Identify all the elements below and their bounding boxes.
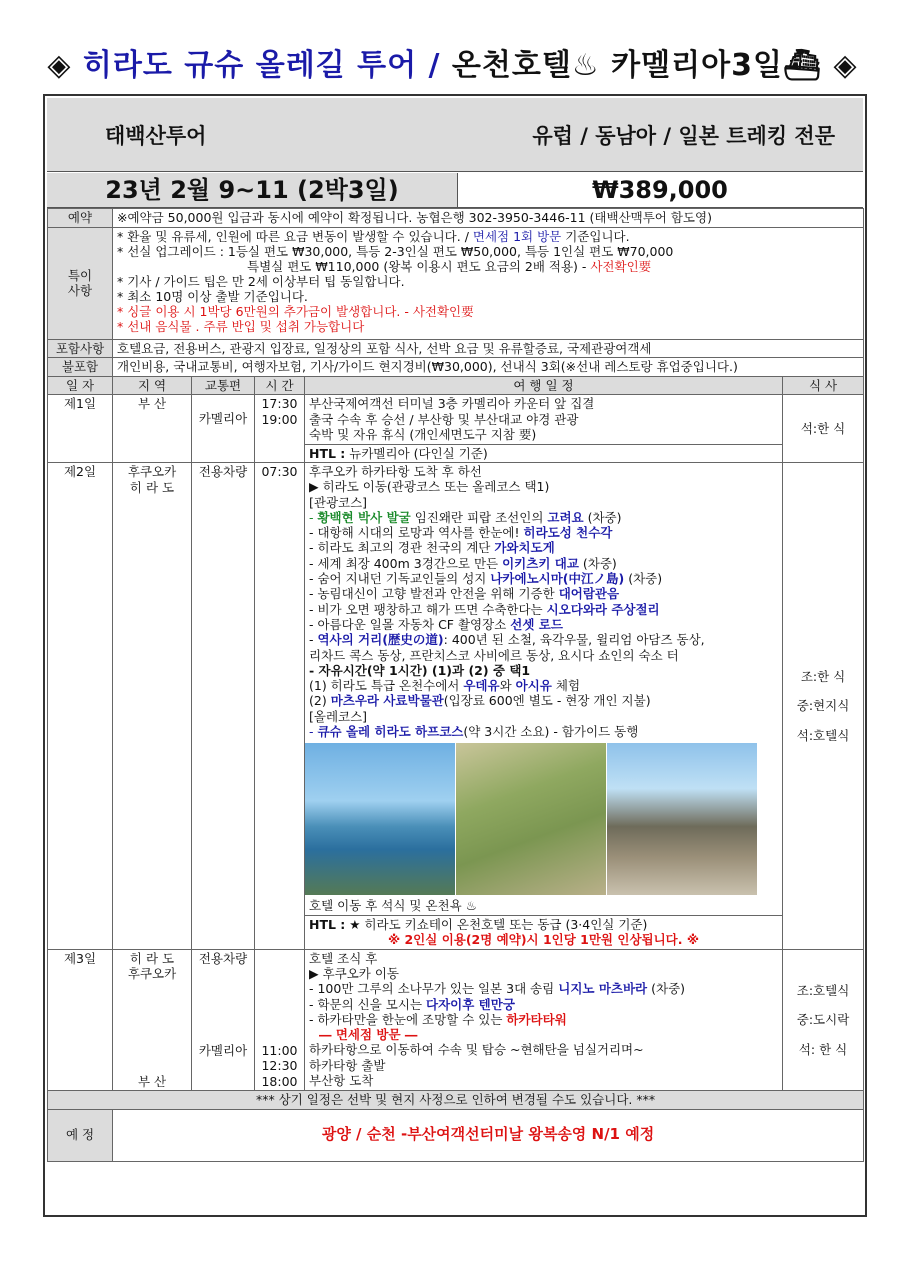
temple-photo	[607, 743, 757, 895]
o1c: (약 3시간 소요) - 함가이드 동행	[463, 724, 639, 740]
day3-meals	[783, 949, 864, 1091]
included-row	[48, 339, 864, 358]
day2-hotel-line	[309, 917, 778, 933]
day3-meal-2: 중:도시락	[796, 1012, 850, 1028]
reservation-text: ※예약금 50,000원 입금과 동시에 예약이 확정됩니다. 농협은행 302-3950-3446-11 (태백산맥투어 함도영)	[113, 209, 864, 228]
day2-free-time: - 자유시간(약 1시간) (1)과 (2) 중 택1	[309, 662, 531, 678]
col-meal: 식 사	[783, 376, 864, 395]
day3-step-1: 호텔 조식 후	[309, 950, 378, 966]
plan-row	[48, 1109, 864, 1161]
col-day: 일 자	[48, 376, 113, 395]
day3-step-5: 부산항 도착	[309, 1073, 374, 1089]
day1-step-2: 출국 수속 후 승선 / 부산항 및 부산대교 야경 관광	[309, 411, 579, 427]
day1-label: 제1일	[48, 395, 113, 463]
diamond-left-icon: ◈	[47, 48, 72, 83]
day3-time-3: 18:00	[261, 1073, 298, 1089]
day2-region-2: 히 라 도	[129, 479, 175, 495]
c9c: : 400년 된 소철, 육각우물, 윌리엄 아담즈 동상,	[443, 632, 705, 648]
c4b: 이키츠키 대교	[502, 555, 579, 571]
day2-hotel-name: ★ 히라도 키쇼테이 온천호텔 또는 동급 (3·4인실 기준)	[345, 916, 648, 932]
excluded-label: 불포함	[48, 358, 113, 377]
c12b: 우데유	[463, 678, 500, 694]
day2-step-2: ▶ 히라도 이동(관광코스 또는 올레코스 택1)	[309, 479, 550, 495]
date-price-row	[47, 173, 863, 207]
day3-region	[113, 949, 192, 1091]
c2a: - 대항해 시대의 로망과 역사를 한눈에!	[309, 525, 524, 541]
day1-time-1: 17:30	[261, 396, 298, 411]
c8b: 선셋 로드	[510, 616, 563, 632]
c5a: - 숨어 지내던 기독교인들의 성지	[309, 571, 491, 587]
day3-step-2: ▶ 후쿠오카 이동	[309, 965, 400, 981]
day2-time: 07:30	[255, 463, 305, 950]
title-route: 히라도 규슈 올레길 투어 /	[82, 48, 441, 83]
day3-step-3: 하카타항으로 이동하여 수속 및 탑승 ~현해탄을 넘실거리며~	[309, 1042, 644, 1058]
day2-course-9	[309, 632, 778, 647]
ship-icon: ⛴	[782, 48, 823, 83]
day2-hotel-note: ※ 2인실 이용(2명 예약)시 1인당 1만원 인상됩니다. ※	[387, 932, 699, 948]
note-minimum: * 최소 10명 이상 출발 기준입니다.	[117, 288, 308, 304]
c4c: (차중)	[578, 555, 617, 571]
day1-times	[255, 395, 305, 463]
day2-step-1: 후쿠오카 하카타항 도착 후 하선	[309, 464, 482, 479]
d3c1a: - 100만 그루의 소나무가 있는 일본 3대 송림	[309, 981, 559, 997]
day2-course-8	[309, 617, 778, 632]
c13a: (2)	[309, 693, 331, 709]
d3c3a: - 하카타만을 한눈에 조망할 수 있는	[309, 1011, 507, 1027]
day3-region-2: 후쿠오카	[127, 966, 177, 982]
day2-meal-3: 석:호텔식	[796, 727, 850, 743]
c1c: 임진왜란 피랍 조선인의	[410, 509, 548, 525]
c6a: - 농림대신이 고향 발전과 안전을 위해 기증한	[309, 586, 559, 602]
col-time: 시 간	[255, 376, 305, 395]
day1-meal: 석:한 식	[783, 395, 864, 463]
note-food: * 선내 음식물 . 주류 반입 및 섭취 가능합니다	[117, 318, 365, 334]
itinerary-table	[47, 208, 864, 1162]
note-upgrade-confirm: 사전확인要	[590, 258, 652, 274]
c12a: (1) 히라도 특급 온천수에서	[309, 678, 464, 694]
notes-content	[113, 227, 864, 339]
c6b: 대어람관음	[558, 586, 620, 602]
c1e: (차중)	[583, 509, 622, 525]
notes-row	[48, 227, 864, 339]
c1b: 황백현 박사 발굴	[317, 509, 411, 525]
day2-after: 호텔 이동 후 석식 및 온천욕 ♨	[309, 898, 477, 914]
day3-course-2	[309, 997, 778, 1012]
o1a: -	[309, 724, 318, 740]
photo-strip	[305, 743, 778, 895]
c12e: 체험	[551, 678, 581, 694]
day1-hotel-label: HTL :	[309, 445, 346, 461]
day2-course-7	[309, 602, 778, 617]
page-title	[0, 40, 905, 84]
day2-sightseeing-title: [관광코스]	[309, 494, 368, 510]
trail-photo	[456, 743, 606, 895]
day1-transport	[192, 395, 255, 463]
day3-time-1: 11:00	[261, 1042, 298, 1058]
header-bar	[47, 98, 863, 172]
day2-course-5	[309, 571, 778, 586]
c13b: 마츠우라 사료박물관	[330, 693, 444, 709]
c3b: 가와치도게	[494, 540, 555, 556]
day2-course-3	[309, 540, 778, 555]
excluded-text: 개인비용, 국내교통비, 여행자보험, 기사/가이드 현지경비(₩30,000), 선내식 3회(※선내 레스토랑 휴업중입니다.)	[113, 358, 864, 377]
day3-course-1	[309, 981, 778, 996]
c9a: -	[309, 632, 318, 648]
note-upgrade: * 선실 업그레이드 : 1등실 편도 ₩30,000, 특등 2-3인실 편도 ₩50,000, 특등 1인실 편도 ₩70,000	[117, 243, 674, 259]
tour-date: 23년 2월 9~11 (2박3일)	[47, 173, 458, 208]
day1-time-2: 19:00	[261, 411, 298, 427]
day3-row	[48, 949, 864, 1091]
day2-course-6	[309, 586, 778, 601]
title-hotel: 온천호텔♨ 카멜리아3일	[451, 48, 783, 83]
day1-hotel	[305, 444, 783, 463]
footer-note-row	[48, 1091, 864, 1110]
day2-olle-course	[309, 724, 778, 739]
day2-meal-2: 중:현지식	[796, 698, 850, 714]
day3-dutyfree: ― 면세점 방문 ―	[319, 1027, 418, 1043]
day3-region-1: 히 라 도	[129, 950, 175, 966]
c8a: - 아름다운 일몰 자동차 CF 촬영장소	[309, 616, 511, 632]
day3-transport	[192, 949, 255, 1091]
o1b: 큐슈 올레 히라도 하프코스	[317, 724, 464, 740]
day1-step-3: 숙박 및 자유 휴식 (개인세면도구 지참 要)	[309, 427, 537, 442]
note-exchange-text: * 환율 및 유류세, 인원에 따른 요금 변동이 발생할 수 있습니다. /	[117, 228, 473, 244]
company-name: 태백산투어	[105, 124, 207, 148]
included-label: 포함사항	[48, 339, 113, 358]
day2-hotel-label: HTL :	[309, 916, 346, 932]
day2-course-2	[309, 525, 778, 540]
c13c: (입장료 600엔 별도 - 현장 개인 지불)	[443, 693, 651, 709]
day2-hotel	[305, 915, 783, 949]
day3-transport-2: 카멜리아	[198, 1043, 248, 1059]
day1-row	[48, 395, 864, 445]
specialty-text: 유럽 / 동남아 / 일본 트레킹 전문	[532, 124, 835, 148]
plan-label: 예 정	[48, 1109, 113, 1161]
day3-label: 제3일	[48, 949, 113, 1091]
day3-meal-3: 석: 한 식	[798, 1041, 848, 1057]
c2b: 히라도성 천수각	[523, 525, 613, 541]
c12c: 와	[499, 678, 516, 694]
c9b: 역사의 거리(歴史の道)	[317, 632, 444, 648]
column-header-row	[48, 376, 864, 395]
tour-price: ₩389,000	[457, 173, 863, 208]
day3-meal-1: 조:호텔식	[796, 982, 850, 998]
day3-course-3	[309, 1012, 778, 1027]
footer-note: *** 상기 일정은 선박 및 현지 사정으로 인하여 변경될 수도 있습니다. ***	[48, 1091, 864, 1110]
day2-transport: 전용차량	[192, 463, 255, 950]
day2-option-1	[309, 678, 778, 693]
day3-step-4: 하카타항 출발	[309, 1057, 386, 1073]
c12d: 아시유	[515, 678, 552, 694]
day2-meal-1: 조:한 식	[800, 668, 846, 684]
note-exchange-end: 기준입니다.	[561, 228, 630, 244]
day2-region	[113, 463, 192, 950]
d3c1c: (차중)	[647, 981, 686, 997]
day1-region: 부 산	[113, 395, 192, 463]
note-single: * 싱글 이용 시 1박당 6만원의 추가금이 발생합니다. - 사전확인要	[117, 303, 474, 319]
day2-schedule	[305, 463, 783, 916]
col-region: 지 역	[113, 376, 192, 395]
diamond-right-icon: ◈	[833, 48, 858, 83]
d3c3b: 하카타타워	[506, 1011, 567, 1027]
day2-option-2	[309, 693, 778, 708]
notes-label-2: 사항	[67, 283, 93, 298]
notes-label-1: 특이	[67, 267, 93, 283]
note-dutyfree: 면세점 1회 방문	[472, 228, 562, 244]
reservation-row	[48, 209, 864, 228]
note-upgrade-2-text: 특별실 편도 ₩110,000 (왕복 이용시 편도 요금의 2배 적용) -	[247, 258, 591, 274]
included-text: 호텔요금, 전용버스, 관광지 입장료, 일정상의 포함 식사, 선박 요금 및 유류할증료, 국제관광여객세	[113, 339, 864, 358]
day2-olle-title: [올레코스]	[309, 708, 368, 724]
day2-meals	[783, 463, 864, 950]
d3c1b: 니지노 마츠바라	[558, 981, 648, 997]
c7a: - 비가 오면 팽창하고 해가 뜨면 수축한다는	[309, 601, 547, 617]
c1a: -	[309, 509, 318, 525]
note-tip: * 기사 / 가이드 팁은 만 2세 이상부터 팁 동일합니다.	[117, 273, 405, 289]
c1d: 고려요	[547, 509, 584, 525]
col-transport: 교통편	[192, 376, 255, 395]
c4a: - 세계 최장 400m 3경간으로 만든	[309, 555, 503, 571]
c5c: (차중)	[624, 571, 663, 587]
reservation-label: 예약	[48, 209, 113, 228]
day1-step-1: 부산국제여객선 터미널 3층 카멜리아 카운터 앞 집결	[309, 396, 595, 411]
day2-course-1	[309, 510, 778, 525]
day1-hotel-name: 뉴카멜리아 (다인실 기준)	[345, 445, 488, 461]
day2-region-1: 후쿠오카	[127, 464, 177, 479]
col-schedule: 여 행 일 정	[305, 376, 783, 395]
day3-region-3: 부 산	[137, 1073, 167, 1089]
notes-label	[48, 227, 113, 339]
day1-schedule	[305, 395, 783, 445]
day3-times	[255, 949, 305, 1091]
d3c2a: - 학문의 신을 모시는	[309, 996, 427, 1012]
day2-label: 제2일	[48, 463, 113, 950]
day3-transport-1: 전용차량	[198, 950, 248, 966]
day2-course-4	[309, 556, 778, 571]
excluded-row	[48, 358, 864, 377]
note-exchange	[117, 229, 859, 244]
c5b: 나카에노시마(中江ノ島)	[490, 571, 625, 587]
day1-transport-name: 카멜리아	[198, 411, 248, 426]
c7b: 시오다와라 주상절리	[546, 601, 660, 617]
day3-schedule	[305, 949, 783, 1091]
c3a: - 히라도 최고의 경관 천국의 계단	[309, 540, 495, 556]
day2-row	[48, 463, 864, 916]
d3c2b: 다자이후 텐만궁	[426, 996, 515, 1012]
harbor-photo	[305, 743, 455, 895]
day2-course-10: 리차드 콕스 동상, 프란치스코 사비에르 동상, 요시다 쇼인의 숙소 터	[309, 647, 679, 663]
note-upgrade-2	[117, 259, 859, 274]
day3-time-2: 12:30	[261, 1058, 298, 1074]
plan-text: 광양 / 순천 -부산여객선터미날 왕복송영 N/1 예정	[113, 1109, 864, 1161]
